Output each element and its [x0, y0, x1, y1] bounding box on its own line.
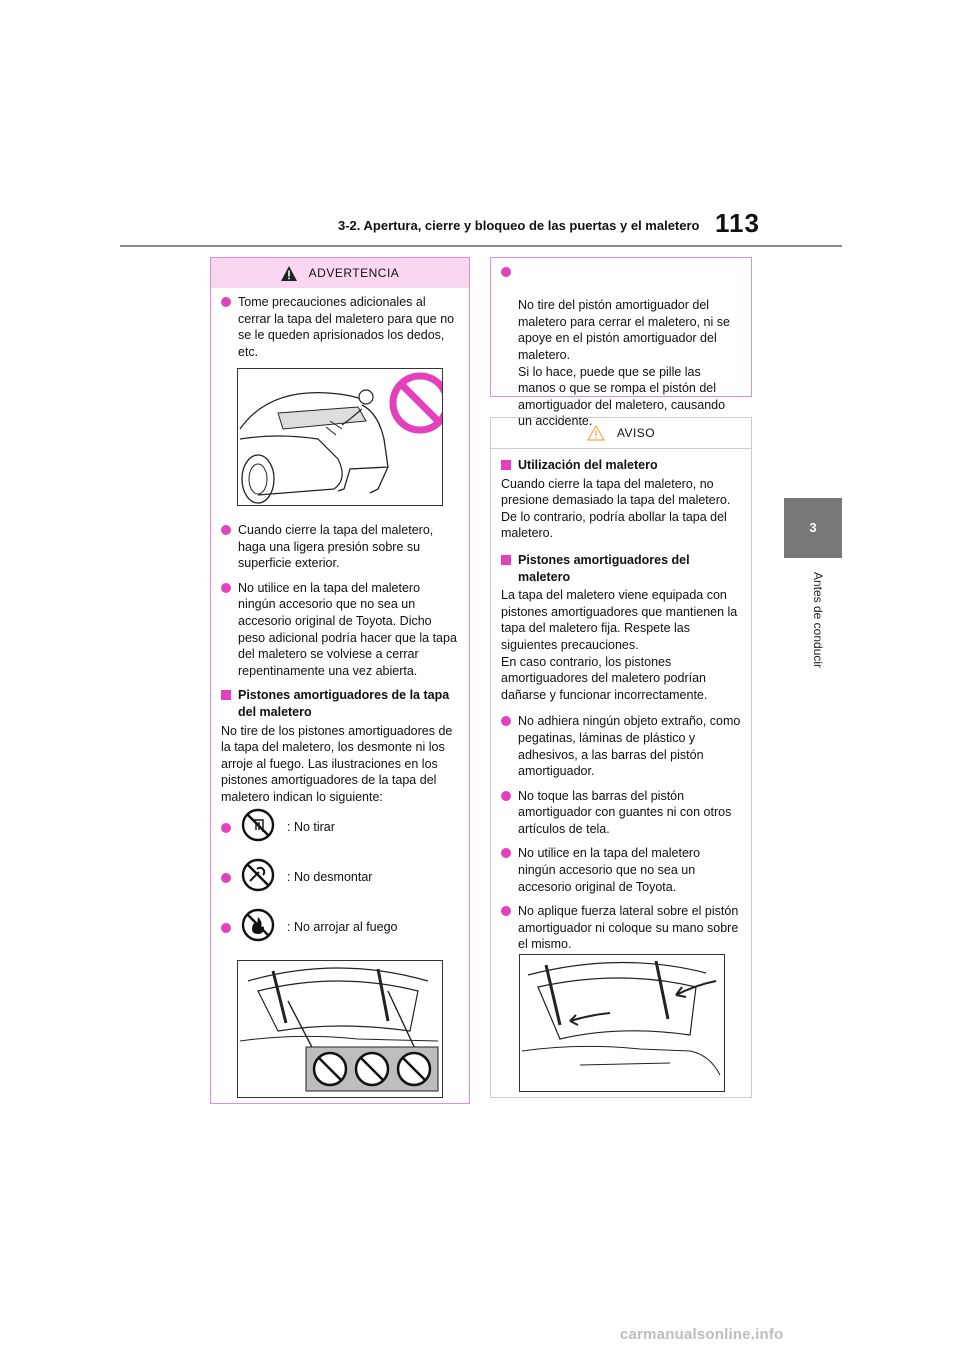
caution-title: AVISO: [616, 426, 656, 440]
no-pull-icon: [241, 808, 275, 842]
symbol-label: : No tirar: [287, 820, 335, 834]
bullet-dot-icon: [221, 923, 231, 933]
caution-bullet: No utilice en la tapa del maletero ningún accesorio que no sea un accesorio original de Toyota.: [501, 845, 741, 895]
warning-bullet: Cuando cierre la tapa del maletero, haga una ligera presión sobre su superficie exterior.: [221, 522, 459, 572]
subsection-title: Pistones amortiguadores de la tapa del maletero: [221, 687, 459, 720]
bullet-dot-icon: [501, 906, 511, 916]
caution-bullet: No aplique fuerza lateral sobre el pistón amortiguador ni coloque su mano sobre el mismo.: [501, 903, 741, 953]
trunk-closing-drawing: [238, 369, 442, 505]
bullet-dot-icon: [221, 823, 231, 833]
caution-box: [490, 417, 752, 1098]
subsection-title: Pistones amortiguadores del maletero: [501, 552, 741, 585]
chapter-tab: 3: [784, 498, 842, 558]
warning-header: [211, 258, 469, 288]
watermark: carmanualsonline.info: [620, 1326, 784, 1343]
square-bullet-icon: [501, 555, 511, 565]
subsection-text: No tire de los pistones amortiguadores de la tapa del maletero, los desmonte ni los arroje al fuego. Las ilustraciones en los pistones amortiguadores de la tapa del maletero indican lo siguiente:: [221, 723, 453, 804]
bullet-dot-icon: [221, 873, 231, 883]
subsection-text: Cuando cierre la tapa del maletero, no presione demasiado la tapa del maletero. De lo contrario, podría abollar la tapa del maletero.: [501, 476, 731, 541]
header-divider: [120, 245, 842, 247]
symbol-row-no-fire: [211, 908, 469, 948]
symbol-row-no-pull: [211, 808, 469, 848]
bullet-dot-icon: [501, 716, 511, 726]
trunk-arrows-illustration: [519, 954, 725, 1092]
trunk-struts-drawing: [238, 961, 442, 1097]
warning-continued-box: [490, 257, 752, 429]
square-bullet-icon: [221, 690, 231, 700]
bullet-dot-icon: [221, 297, 231, 307]
square-bullet-icon: [501, 460, 511, 470]
symbol-row-no-disassemble: [211, 858, 469, 898]
subsection-text: La tapa del maletero viene equipada con pistones amortiguadores que mantienen la tapa del maletero fija. Respete las siguientes precauciones. En caso contrario, los pistones amortiguadores del maletero podrían dañarse y funcionar incorrectamente.: [501, 588, 738, 702]
trunk-arrows-drawing: [520, 955, 724, 1091]
bullet-dot-icon: [501, 848, 511, 858]
bullet-dot-icon: [501, 791, 511, 801]
bullet-dot-icon: [221, 525, 231, 535]
trunk-closing-illustration: [237, 368, 443, 506]
bullet-dot-icon: [221, 583, 231, 593]
trunk-struts-illustration: [237, 960, 443, 1098]
warning-title: ADVERTENCIA: [308, 266, 400, 280]
page-number: 113: [715, 208, 760, 238]
symbol-label: : No arrojar al fuego: [287, 920, 398, 934]
warning-bullet: Tome precauciones adicionales al cerrar la tapa del maletero para que no se le queden aprisionados los dedos, etc.: [221, 294, 459, 360]
warning-bullet: No tire del pistón amortiguador del maletero para cerrar el maletero, ni se apoye en el pistón amortiguador del maletero. Si lo hace, puede que se pille las manos o que se rompa el pistón del amortiguador del maletero, causando un accidente.: [501, 264, 741, 430]
chapter-label: Antes de conducir: [811, 571, 825, 669]
no-fire-icon: [241, 908, 275, 942]
symbol-label: : No desmontar: [287, 870, 373, 884]
bullet-dot-icon: [501, 267, 511, 277]
warning-bullet: No utilice en la tapa del maletero ningún accesorio que no sea un accesorio original de Toyota. Dicho peso adicional podría hacer que la tapa del maletero se volviese a cerrar repentinamente una vez abierta.: [221, 580, 459, 680]
section-title: 3-2. Apertura, cierre y bloqueo de las puertas y el maletero: [338, 218, 700, 233]
warning-triangle-icon: [281, 266, 297, 281]
caution-triangle-icon: [587, 425, 605, 441]
caution-bullet: No adhiera ningún objeto extraño, como pegatinas, láminas de plástico y adhesivos, a las barras del pistón amortiguador.: [501, 713, 741, 779]
caution-header: [491, 418, 751, 449]
caution-bullet: No toque las barras del pistón amortiguador con guantes ni con otros artículos de tela.: [501, 788, 741, 838]
warning-box: [210, 257, 470, 1104]
no-disassemble-icon: [241, 858, 275, 892]
subsection-title: Utilización del maletero: [501, 457, 741, 474]
